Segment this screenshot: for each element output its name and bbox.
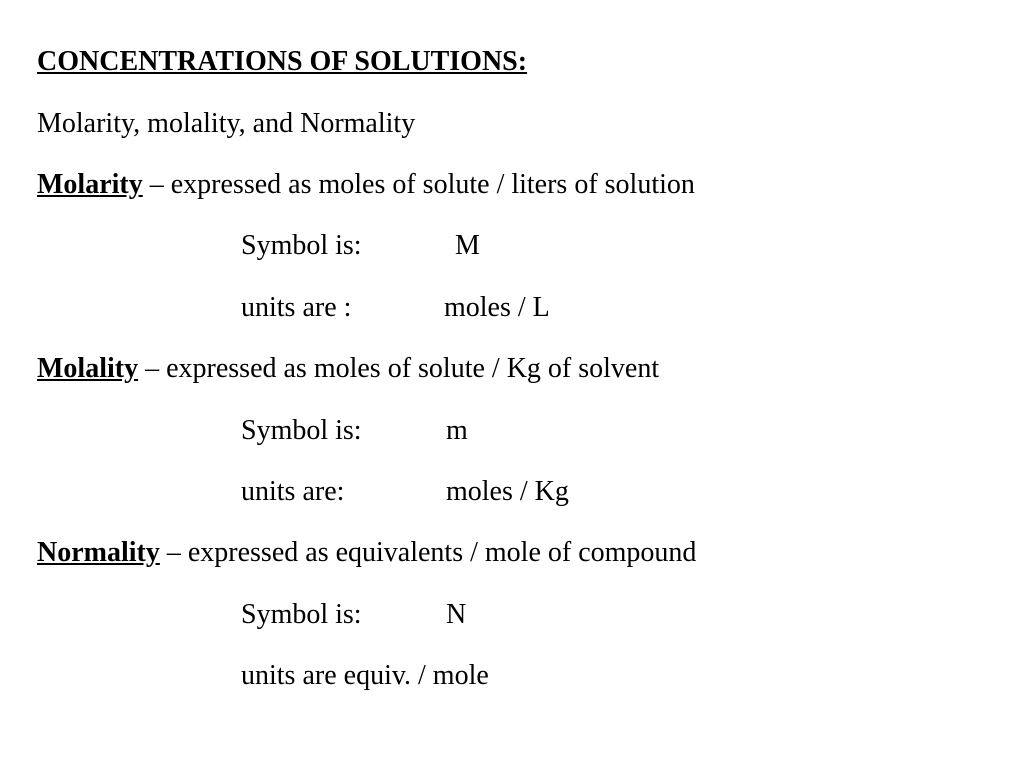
molality-symbol-label: Symbol is: bbox=[241, 415, 362, 446]
normality-symbol-label: Symbol is: bbox=[241, 599, 362, 630]
molarity-definition-line bbox=[37, 169, 695, 201]
molarity-symbol-label: Symbol is: bbox=[241, 230, 362, 261]
normality-definition-line bbox=[37, 537, 696, 569]
molality-units-value: moles / Kg bbox=[446, 476, 569, 507]
normality-units-text: units are equiv. / mole bbox=[241, 660, 489, 691]
molality-definition-line bbox=[37, 353, 659, 385]
molality-definition: – expressed as moles of solute / Kg of solvent bbox=[138, 353, 660, 384]
molality-symbol-value: m bbox=[446, 415, 468, 446]
molarity-units-label: units are : bbox=[241, 292, 352, 323]
normality-definition: – expressed as equivalents / mole of compound bbox=[159, 537, 697, 568]
molarity-units-value: moles / L bbox=[444, 292, 550, 323]
molality-units-label: units are: bbox=[241, 476, 345, 507]
molality-term: Molality bbox=[37, 353, 139, 384]
normality-term: Normality bbox=[37, 537, 160, 568]
molarity-definition: – expressed as moles of solute / liters of solution bbox=[142, 169, 695, 200]
molarity-term: Molarity bbox=[37, 169, 143, 200]
page-subtitle: Molarity, molality, and Normality bbox=[37, 108, 416, 139]
page-title: CONCENTRATIONS OF SOLUTIONS: bbox=[37, 46, 528, 77]
molarity-symbol-value: M bbox=[455, 230, 480, 261]
normality-symbol-value: N bbox=[446, 599, 467, 630]
